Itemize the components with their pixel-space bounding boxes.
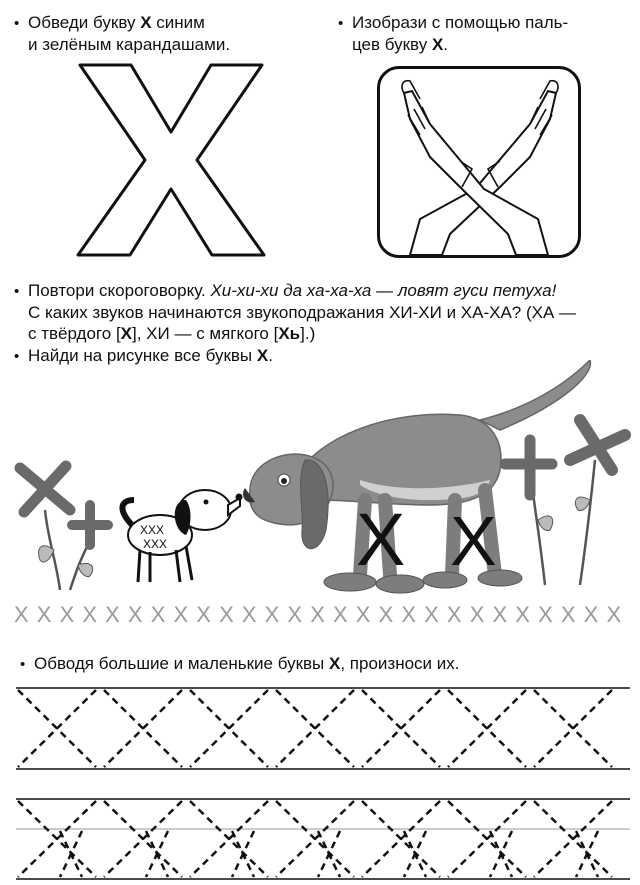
dashed-big-letter-x[interactable] bbox=[448, 690, 526, 767]
flower-left-2 bbox=[70, 505, 108, 590]
dashed-big-letter-x[interactable] bbox=[190, 690, 268, 767]
svg-text:ХХХ: ХХХ bbox=[143, 537, 168, 551]
task-outline-letter: • Обведи букву Х синим и зелёным карандашами. bbox=[14, 13, 231, 54]
dashed-small-letter-x[interactable] bbox=[318, 831, 340, 877]
dashed-big-letter-x[interactable] bbox=[18, 801, 96, 877]
hidden-letter-x: Х bbox=[356, 498, 406, 581]
big-dog bbox=[243, 360, 590, 593]
hidden-letter-x: Х bbox=[450, 502, 497, 580]
dashed-big-letter-x[interactable] bbox=[190, 801, 268, 877]
tracing-area[interactable] bbox=[0, 684, 640, 884]
dashed-small-letter-x[interactable] bbox=[404, 831, 426, 877]
dashed-small-letter-x[interactable] bbox=[232, 831, 254, 877]
bullet: • bbox=[14, 348, 20, 365]
dashed-big-letter-x[interactable] bbox=[448, 801, 526, 877]
find-letters-picture[interactable] bbox=[0, 360, 640, 650]
dashed-big-letter-x[interactable] bbox=[18, 690, 96, 767]
dashed-big-letter-x[interactable] bbox=[276, 801, 354, 877]
task-find-letters: • Найди на рисунке все буквы Х. bbox=[14, 346, 273, 365]
hands-illustration bbox=[380, 69, 578, 255]
flower-right-2 bbox=[570, 420, 625, 585]
task-trace-letters: • Обводя большие и маленькие буквы Х, произноси их. bbox=[20, 654, 460, 673]
dashed-small-letter-x[interactable] bbox=[146, 831, 168, 877]
crossed-hands-picture bbox=[377, 66, 581, 258]
dashed-big-letter-x[interactable] bbox=[534, 690, 612, 767]
small-dog bbox=[122, 490, 242, 582]
dashed-big-letter-x[interactable] bbox=[276, 690, 354, 767]
big-outlined-letter-x[interactable] bbox=[76, 62, 266, 258]
bullet: • bbox=[14, 15, 20, 32]
dashed-big-letter-x[interactable] bbox=[362, 690, 440, 767]
small-letters-row: Х Х Х Х Х Х Х Х Х Х Х Х Х Х Х Х Х Х Х Х Х Х Х Х Х Х Х bbox=[14, 602, 623, 627]
dashed-small-letter-x[interactable] bbox=[576, 831, 598, 877]
bullet: • bbox=[338, 15, 344, 32]
bullet: • bbox=[14, 283, 20, 300]
task-tongue-twister: • Повтори скороговорку. Хи-хи-хи да ха-ха-ха — ловят гуси петуха! С каких звуков начинаются звукоподражания ХИ-ХИ и ХА-ХА? (ХА — с твёрдого [Х], ХИ — с мягкого [Хь].) bbox=[14, 281, 577, 343]
dashed-small-letter-x[interactable] bbox=[490, 831, 512, 877]
dog-sweater-letters: ХХХ bbox=[140, 523, 165, 537]
bullet: • bbox=[20, 656, 26, 673]
flower-left-1 bbox=[20, 466, 70, 590]
dashed-small-letter-x[interactable] bbox=[60, 831, 82, 877]
flower-right-1 bbox=[505, 440, 553, 585]
dashed-big-letter-x[interactable] bbox=[104, 690, 182, 767]
dashed-big-letter-x[interactable] bbox=[362, 801, 440, 877]
task-fingers-letter: • Изобрази с помощью паль- цев букву Х. bbox=[338, 13, 569, 54]
dashed-big-letter-x[interactable] bbox=[534, 801, 612, 877]
dashed-big-letter-x[interactable] bbox=[104, 801, 182, 877]
